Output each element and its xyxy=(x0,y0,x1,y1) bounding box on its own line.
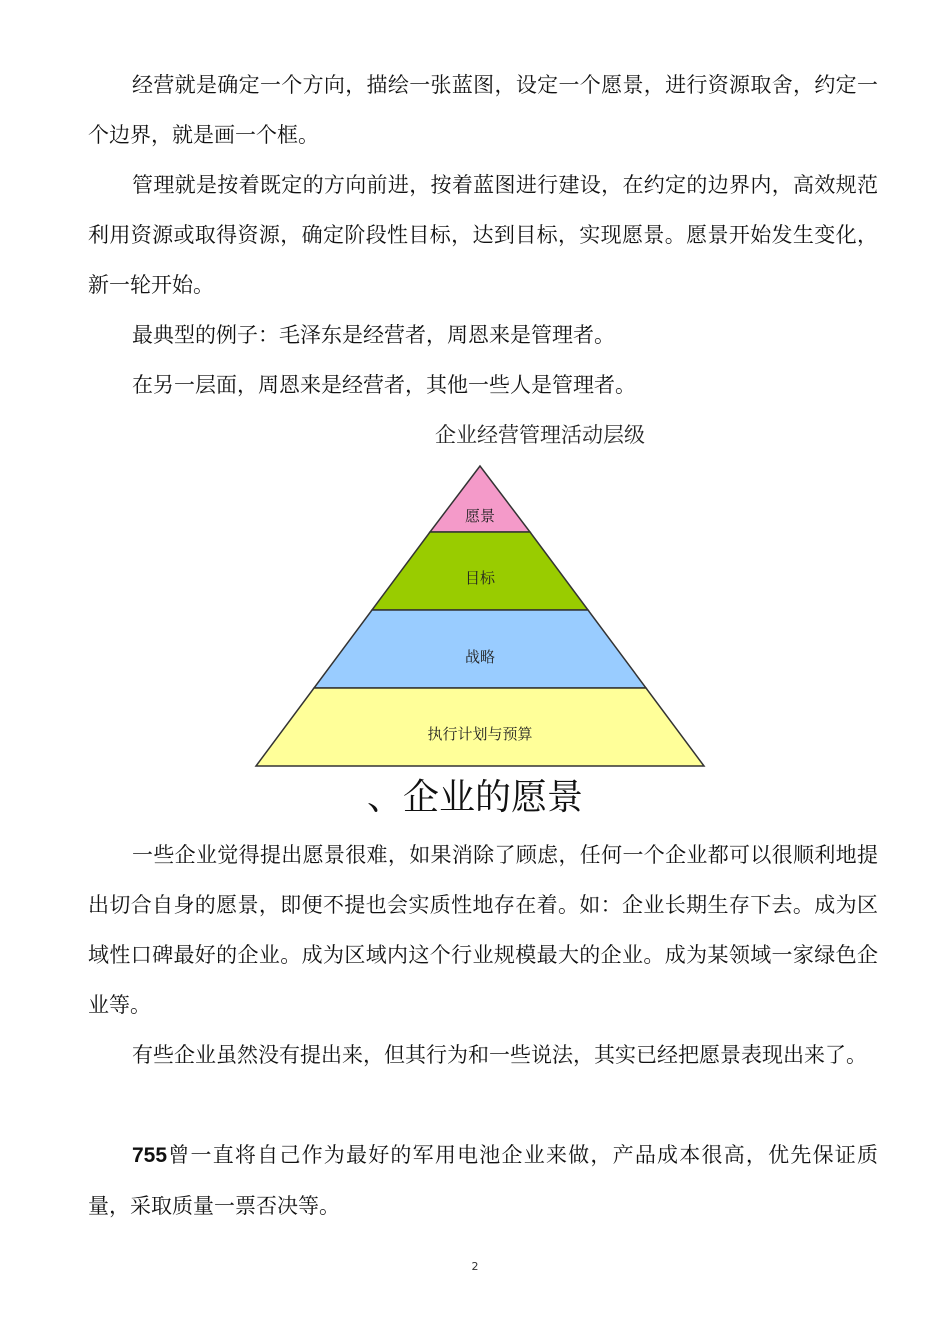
paragraph-management-definition-2: 管理就是按着既定的方向前进，按着蓝图进行建设，在约定的边界内，高效规范利用资源或取得资源，确定阶段性目标，达到目标，实现愿景。愿景开始发生变化，新一轮开始。 xyxy=(88,173,878,297)
section-heading: 、企业的愿景 xyxy=(366,777,583,818)
pyramid-label-strategy: 战略 xyxy=(464,648,496,666)
paragraph-vision-3-number: 755 xyxy=(132,1144,168,1167)
pyramid-label-goals: 目标 xyxy=(464,569,496,587)
page-number: 2 xyxy=(471,1260,479,1273)
paragraph-vision-3-text: 曾一直将自己作为最好的军用电池企业来做，产品成本很高，优先保证质量，采取质量一票否决等。 xyxy=(88,1143,878,1218)
paragraph-vision-3 xyxy=(88,1130,878,1231)
pyramid-label-vision: 愿景 xyxy=(464,507,496,525)
pyramid-diagram xyxy=(250,460,710,770)
paragraph-vision-1: 一些企业觉得提出愿景很难，如果消除了顾虑，任何一个企业都可以很顺利地提出切合自身的愿景，即便不提也会实质性地存在着。如：企业长期生存下去。成为区域性口碑最好的企业。成为区域内这个行业规模最大的企业。成为某领域一家绿色企业等。 xyxy=(88,843,878,1017)
pyramid-label-execution: 执行计划与预算 xyxy=(427,725,533,743)
paragraph-example-2: 在另一层面，周恩来是经营者，其他一些人是管理者。 xyxy=(132,373,636,397)
diagram-title: 企业经营管理活动层级 xyxy=(435,423,645,447)
paragraph-vision-2: 有些企业虽然没有提出来，但其行为和一些说法，其实已经把愿景表现出来了。 xyxy=(132,1043,867,1067)
paragraph-management-definition-1: 经营就是确定一个方向，描绘一张蓝图，设定一个愿景，进行资源取舍，约定一个边界，就是画一个框。 xyxy=(88,73,878,147)
paragraph-example-1: 最典型的例子：毛泽东是经营者，周恩来是管理者。 xyxy=(132,323,615,347)
